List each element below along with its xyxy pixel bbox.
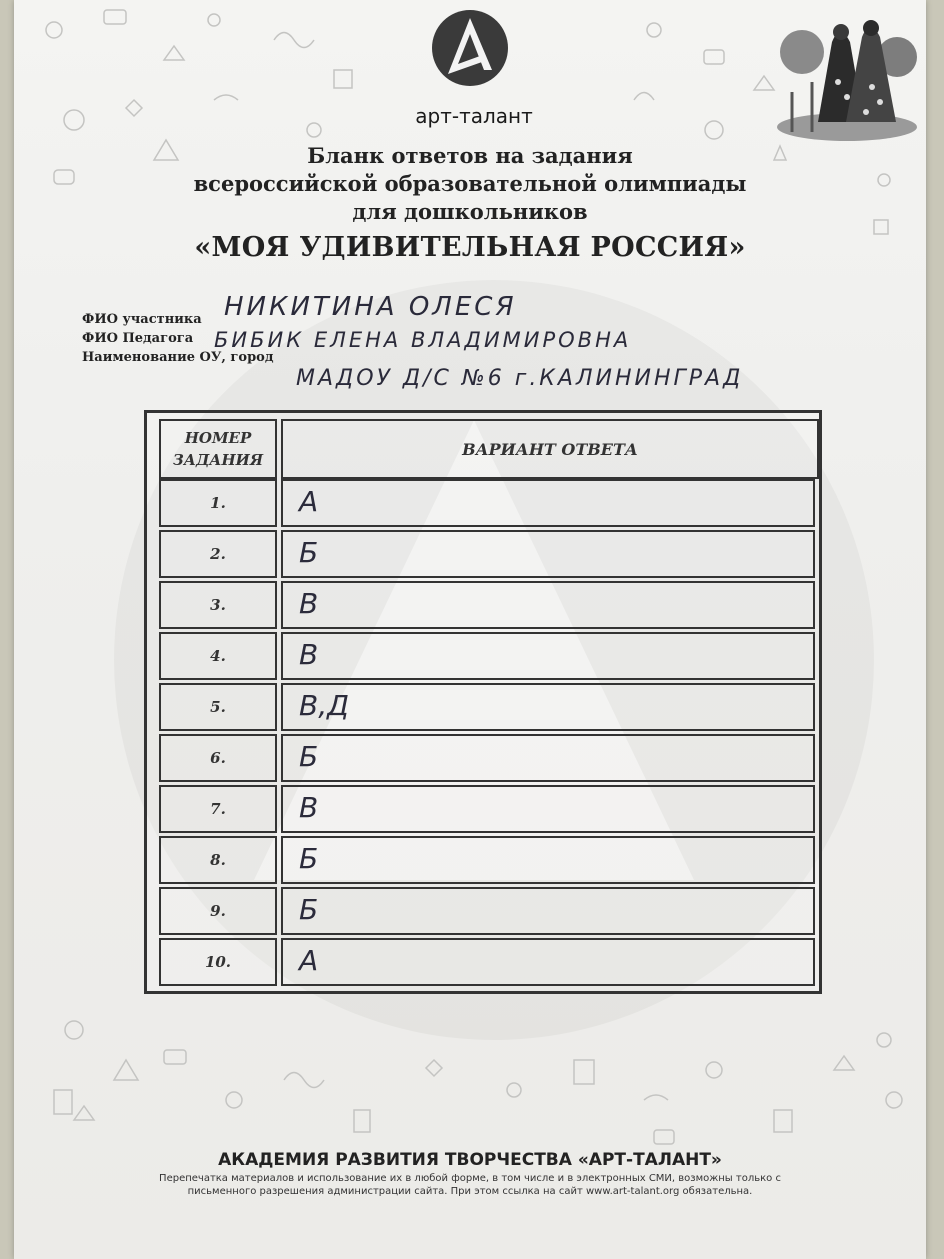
column-header-number: НОМЕР ЗАДАНИЯ: [159, 419, 277, 479]
answer-cell: [281, 683, 815, 731]
answer-value: В: [299, 587, 319, 620]
table-row: [159, 836, 815, 880]
footer-title: АКАДЕМИЯ РАЗВИТИЯ ТВОРЧЕСТВА «АРТ-ТАЛАНТ»: [218, 1150, 722, 1170]
column-header-answer: ВАРИАНТ ОТВЕТА: [281, 419, 819, 479]
olympiad-title: «МОЯ УДИВИТЕЛЬНАЯ РОССИЯ»: [194, 232, 746, 263]
task-number: 2.: [159, 530, 277, 578]
answer-sheet: [14, 0, 926, 1259]
folk-girls-illustration: [772, 2, 922, 142]
brand-name: арт-талант: [415, 104, 533, 128]
answer-cell: [281, 887, 815, 935]
answer-cell: [281, 836, 815, 884]
table-row: [159, 581, 815, 625]
task-number: 7.: [159, 785, 277, 833]
answer-value: В: [299, 638, 319, 671]
answer-cell: [281, 785, 815, 833]
art-talant-logo: [430, 8, 510, 88]
answer-cell: [281, 938, 815, 986]
table-row: [159, 479, 815, 523]
footer-copyright-note: Перепечатка материалов и использование их в любой форме, в том числе и в электронных СМИ, возможны только с письменного разрешения администрации сайта. При этом ссылка на сайт www.art-talant.org обязательна.: [159, 1173, 781, 1197]
table-row: [159, 734, 815, 778]
teacher-value: БИБИК ЕЛЕНА ВЛАДИМИРОВНА: [214, 328, 632, 352]
answer-value: Б: [299, 842, 319, 875]
answer-value: В: [299, 791, 319, 824]
table-row: [159, 785, 815, 829]
table-row: [159, 530, 815, 574]
participant-value: НИКИТИНА ОЛЕСЯ: [224, 292, 517, 322]
task-number: 1.: [159, 479, 277, 527]
table-row: [159, 938, 815, 982]
task-number: 5.: [159, 683, 277, 731]
form-heading: [14, 142, 926, 268]
heading-line-1: Бланк ответов на задания: [307, 143, 633, 168]
heading-line-3: для дошкольников: [352, 199, 588, 224]
task-number: 6.: [159, 734, 277, 782]
answer-value: Б: [299, 536, 319, 569]
answer-cell: [281, 581, 815, 629]
answer-value: В,Д: [299, 689, 349, 722]
heading-line-2: всероссийской образовательной олимпиады: [193, 171, 747, 196]
task-number: 3.: [159, 581, 277, 629]
answer-cell: [281, 734, 815, 782]
answers-table: [144, 410, 822, 994]
task-number: 4.: [159, 632, 277, 680]
task-number: 8.: [159, 836, 277, 884]
organization-label: Наименование ОУ, город: [82, 350, 274, 365]
table-row: [159, 632, 815, 676]
task-number: 10.: [159, 938, 277, 986]
table-row: [159, 887, 815, 931]
organization-value: МАДОУ Д/С №6 г.КАЛИНИНГРАД: [296, 366, 744, 391]
participant-label: ФИО участника: [82, 312, 202, 327]
answer-cell: [281, 530, 815, 578]
answer-value: Б: [299, 893, 319, 926]
task-number: 9.: [159, 887, 277, 935]
answer-value: А: [299, 944, 319, 977]
table-row: [159, 683, 815, 727]
answer-cell: [281, 632, 815, 680]
answer-cell: [281, 479, 815, 527]
teacher-label: ФИО Педагога: [82, 331, 194, 346]
answer-value: Б: [299, 740, 319, 773]
answer-value: А: [299, 485, 319, 518]
